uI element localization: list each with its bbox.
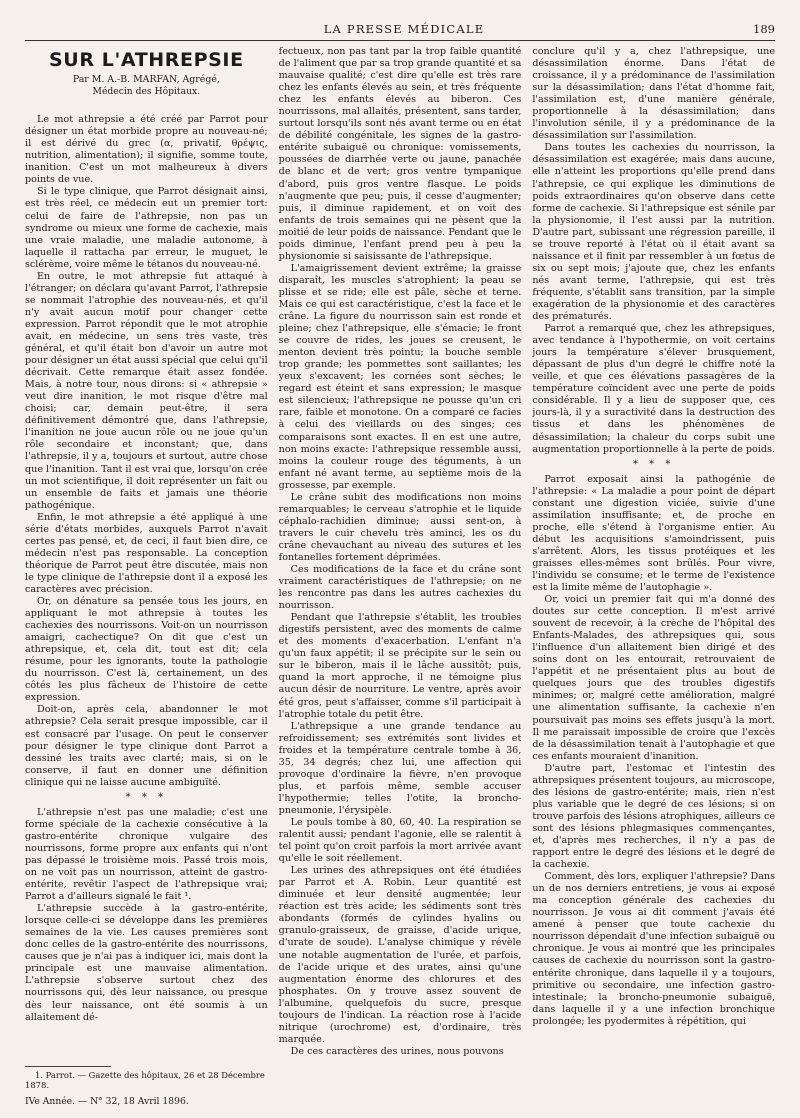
- paragraph: D'autre part, l'estomac et l'intestin des athrepsiques présentent toujours, au microscope, des lésions de gastro-entérite; mais, rien n'est plus variable que le degré de ces lésions; si on trouve parfois des lésions atrophiques, ailleurs ce sont des lésions phlegmasiques commençantes, et, d'après mes recherches, il n'y a pas de rapport entre le degré des lésions et le degré de la cachexie.: [532, 762, 776, 871]
- author-byline: Par M. A.-B. MARFAN, Agrégé,: [72, 74, 220, 86]
- column-3: [532, 46, 775, 1064]
- journal-title: LA PRESSE MÉDICALE: [323, 22, 485, 36]
- paragraph: Le mot athrepsie a été créé par Parrot pour désigner un état morbide propre au nouveau-né; il est dérivé du grec (α, privatif, θρέψις, nutrition, alimentation); il signifie, somme toute, inanition. C'est un mot malheureux à divers points de vue.: [25, 114, 268, 186]
- issue-line: IVe Année. — N° 32, 18 Avril 1896.: [25, 1096, 189, 1107]
- paragraph: En outre, le mot athrepsie fut attaqué à l'étranger; on déclara qu'avant Parrot, l'athrepsie se nommait l'atrophie des nouveau-nés, et qu'il n'y avait aucun motif pour changer cette expression. Parrot répondit que le mot atrophie avait, en médecine, un sens très vaste, très général, et qu'il était bon d'avoir un autre mot pour désigner un état aussi spécial que celui qu'il décrivait. Cette remarque était assez fondée. Mais, à notre tour, nous dirons: si « athrepsie » veut dire inanition, le mot risque d'être mal choisi; car, demain peut-être, il sera définitivement démontré que, dans l'athrepsie, l'inanition ne joue aucun rôle ou ne joue qu'un rôle secondaire et inconstant; que, dans l'athrepsie, il y a, toujours et surtout, autre chose que l'inanition. Tant il est vrai que, lorsqu'on crée un mot scientifique, il doit représenter un fait ou un ensemble de faits et jamais une théorie pathogénique.: [25, 270, 268, 511]
- paragraph: Parrot exposait ainsi la pathogénie de l'athrepsie: « La maladie a pour point de départ constant une digestion viciée, suivie d'une assimilation insuffisante; et, de proche en proche, elle s'étend à l'organisme entier. Au début les acquisitions s'amoindrissent, puis s'arrêtent. Alors, les tissus protéiques et les graisses elles-mêmes sont brûlés. Pour vivre, l'individu se consume; et le terme de l'existence est la limite même de l'autophagie ».: [532, 473, 776, 594]
- footnote-rule: [25, 1066, 111, 1067]
- paragraph: Ces modifications de la face et du crâne sont vraiment caractéristiques de l'athrepsie; on ne les rencontre pas dans les autres cachexies du nourrisson.: [278, 564, 522, 612]
- paragraph: L'athrepsie n'est pas une maladie; c'est une forme spéciale de la cachexie consécutive à la gastro-entérite chronique vulgaire des nourrissons, forme propre aux enfants qui n'ont pas dépassé le troisième mois. Passé trois mois, on ne voit pas un nourrisson, atteint de gastro-entérite, revêtir l'aspect de l'athrepsique vrai; Parrot a d'ailleurs signalé le fait ¹.: [25, 806, 268, 903]
- paragraph: De ces caractères des urines, nous pouvons: [290, 1045, 504, 1057]
- paragraph: Le crâne subit des modifications non moins remarquables; le cerveau s'atrophie et le liquide céphalo-rachidien diminue; aussi sent-on, à travers le cuir chevelu très aminci, les os du crâne chevauchant au niveau des sutures et les fontanelles fortement déprimées.: [278, 491, 522, 563]
- paragraph: Dans toutes les cachexies du nourrisson, la désassimilation est exagérée; mais dans aucune, elle n'atteint les proportions qu'elle prend dans l'athrepsie, ce qui explique les diminutions de poids extraordinaires qu'on observe dans cette forme de cachexie. Si l'athrepsique est sénile par la physionomie, il l'est aussi par la nutrition. D'autre part, subissant une régression pareille, il se trouve reporté à l'état où il était avant sa naissance et il finit par ressembler à un fœtus de six ou sept mois; j'ajoute que, chez les enfants nés avant terme, l'athrepsie, qui est très fréquente, s'établit sans transition, par la simple exagération de la physionomie et des caractères des prématurés.: [532, 142, 776, 323]
- article-body: [25, 46, 775, 1064]
- column-1: [25, 46, 268, 1064]
- paragraph: Or, on dénature sa pensée tous les jours, en appliquant le mot athrepsie à toutes les cachexies des nourrissons. Voit-on un nourrisson amaigri, cachectique? On dit que c'est un athrepsique, et, cela dit, tout est dit; cela résume, pour les ignorants, toute la pathologie du nourrisson. C'est là, certainement, un des côtés les plus fâcheux de l'histoire de cette expression.: [25, 596, 268, 704]
- paragraph: L'athrepsie succède à la gastro-entérite, lorsque celle-ci se développe dans les premières semaines de la vie. Les causes premières sont donc celles de la gastro-entérite des nourrissons, causes que je n'ai pas à indiquer ici, mais dont la principale est une mauvaise alimentation. L'athrepsie s'observe surtout chez des nourrissons qui, dès leur naissance, ou presque dès leur naissance, ont été soumis à un allaitement dé-: [25, 903, 268, 1023]
- paragraph: L'athrepsique a une grande tendance au refroidissement; ses extrémités sont livides et froides et la température centrale tombe à 36, 35, 34 degrés; chez lui, une affection qui provoque d'ordinaire la fièvre, n'en provoque plus, et parfois même, semble accuser l'hypothermie; telles l'otite, la broncho-pneumonie, l'érysipèle.: [278, 720, 522, 816]
- paragraph: L'amaigrissement devient extrême; la graisse disparaît, les muscles s'atrophient; la peau se plisse et se ride; elle est pâle, sèche et terne. Mais ce qui est caractéristique, c'est la face et le crâne. La figure du nourrisson sain est ronde et pleine; chez l'athrepsique, elle s'émacie; le front se couvre de rides, les joues se creusent, le menton devient très pointu; la bouche semble trop grande; les pommettes sont saillantes; les yeux s'excavent; les cornées sont sèches; le regard est éteint et sans expression; le masque est silencieux; l'athrepsique ne pousse qu'un cri rare, faible et monotone. On a comparé ce facies à celui des vieillards ou des singes; ces comparaisons sont exactes. Il en est une autre, non moins exacte: l'athrepsique ressemble aussi, moins la couleur rouge des téguments, à un enfant né avant terme, au septième mois de la grossesse, par exemple.: [278, 262, 522, 491]
- paragraph: Pendant que l'athrepsie s'établit, les troubles digestifs persistent, avec des moments de calme et des moments d'exacerbation. L'enfant n'a qu'un faux appétit; il se précipite sur le sein ou sur le biberon, mais il le lâche aussitôt; puis, quand la mort approche, il ne témoigne plus aucun désir de nourriture. Le ventre, après avoir été gros, peut s'affaisser, comme s'il participait à l'atrophie totale du petit être.: [278, 612, 522, 720]
- paragraph: Le pouls tombe à 80, 60, 40. La respiration se ralentit aussi; pendant l'agonie, elle se ralentit à tel point qu'on croit parfois la mort arrivée avant qu'elle le soit réellement.: [278, 817, 522, 865]
- column-2: [279, 46, 522, 1064]
- article-title: SUR L'ATHREPSIE: [49, 49, 244, 71]
- paragraph: Comment, dès lors, expliquer l'athrepsie? Dans un de nos derniers entretiens, je vous ai exposé ma conception générale des cachexies du nourrisson. Je vous ai dit comment j'avais été amené à penser que toute cachexie du nourrisson dépendait d'une infection subaiguë ou chronique. Je vous ai montré que les principales causes de cachexie du nourrisson sont la gastro-entérite chronique, dans laquelle il y a toujours, primitive ou secondaire, une infection gastro-intestinale; la broncho-pneumonie subaiguë, dans laquelle il y a une infection bronchique prolongée; les pyodermites à répétition, qui: [532, 871, 776, 1027]
- paragraph: conclure qu'il y a, chez l'athrepsique, une désassimilation énorme. Dans l'état de croissance, il y a prédominance de l'assimilation sur la désassimilation; dans l'état d'homme fait, l'assimilation est, d'une manière générale, proportionnelle à la désassimilation; dans l'involution sénile, il y a prédominance de la désassimilation sur l'assimilation.: [532, 46, 776, 142]
- paragraph: Si le type clinique, que Parrot désignait ainsi, est très réel, ce médecin eut un premier tort: celui de faire de l'athrepsie, non pas un syndrome ou mieux une forme de cachexie, mais une vraie maladie, une maladie autonome, à laquelle il rattacha par erreur, le muguet, le sclérème, voire même le tétanos du nouveau-né.: [25, 186, 268, 270]
- section-separator: * * *: [633, 458, 675, 470]
- author-role: Médecin des Hôpitaux.: [92, 86, 201, 98]
- paragraph: Or, voici un premier fait qui m'a donné des doutes sur cette conception. Il m'est arrivé souvent de recevoir, à la crèche de l'hôpital des Enfants-Malades, des athrepsiques qui, sous l'influence d'un allaitement bien dirigé et des soins dont on les entourait, retrouvaient de l'appétit et ne présentaient plus au bout de quelques jours que des troubles digestifs minimes; or, malgré cette amélioration, malgré une alimentation suffisante, la cachexie n'en poursuivait pas moins ses effets jusqu'à la mort. Il me paraissait impossible de croire que l'excès de la désassimilation tenait à l'autophagie et que ces enfants mouraient d'inanition.: [532, 594, 776, 762]
- page-header: [25, 18, 775, 41]
- page-footer: [25, 1066, 775, 1107]
- paragraph: Parrot a remarqué que, chez les athrepsiques, avec tendance à l'hypothermie, on voit certains jours la température s'élever brusquement, dépassant de plus d'un degré le chiffre noté la veille, et que ces élévations passagères de la température coïncident avec une perte de poids considérable. Il y a lieu de supposer que, ces jours-là, il y a suractivité dans la destruction des tissus et dans les phénomènes de désassimilation; la chaleur du corps subit une augmentation proportionnelle à la perte de poids.: [532, 323, 776, 455]
- footnote: 1. Parrot. — Gazette des hôpitaux, 26 et 28 Décembre 1878.: [25, 1070, 265, 1090]
- paragraph: fectueux, non pas tant par la trop faible quantité de l'aliment que par sa trop grande quantité et sa mauvaise qualité; c'est dire qu'elle est très rare chez les enfants élevés au sein, et très fréquente chez les enfants élevés au biberon. Ces nourrissons, mal allaités, présentent, sans tarder, surtout lorsqu'ils sont nés avant terme ou en état de débilité congénitale, les signes de la gastro-entérite subaiguë ou chronique: vomissements, poussées de diarrhée verte ou jaune, panachée de blanc et de vert; gros ventre tympanique d'abord, puis gros ventre flasque. Le poids n'augmente que peu; puis, il cesse d'augmenter; puis, il diminue rapidement, et on voit des enfants de trois semaines qui ne pèsent que la moitié de leur poids de naissance. Pendant que le poids diminue, l'enfant prend peu à peu la physionomie si saisissante de l'athrepsique.: [278, 46, 522, 262]
- paragraph: Doit-on, après cela, abandonner le mot athrepsie? Cela serait presque impossible, car il est consacré par l'usage. On peut le conserver pour désigner le type clinique dont Parrot a dessiné les traits avec clarté; mais, si on le conserve, il faut en donner une définition clinique qui ne laisse aucune ambiguïté.: [25, 704, 268, 788]
- paragraph: Enfin, le mot athrepsie a été appliqué à une série d'états morbides, auxquels Parrot n'avait certes pas pensé, et, de ceci, il faut bien dire, ce médecin n'est pas responsable. La conception théorique de Parrot peut être discutée, mais non le type clinique de l'athrepsie dont il a exposé les caractères avec précision.: [25, 511, 268, 595]
- section-separator: * * *: [125, 791, 168, 803]
- footnote-block: [25, 1066, 265, 1107]
- paragraph: Les urines des athrepsiques ont été étudiées par Parrot et A. Robin. Leur quantité est diminuée et leur densité augmentée; leur réaction est très acide; les sédiments sont très abondants (formés de cylindes hyalins ou granulo-graisseux, de graisse, d'acide urique, d'urate de soude). L'analyse chimique y révèle une notable augmentation de l'urée, et parfois, de l'acide urique et des urates, ainsi qu'une augmentation énorme des chlorures et des phosphates. On y trouve assez souvent de l'albumine, quelquefois du sucre, presque toujours de l'indican. La réaction rose à l'acide nitrique (urochrome) est, d'ordinaire, très marquée.: [278, 865, 522, 1045]
- page-number: 189: [753, 22, 775, 36]
